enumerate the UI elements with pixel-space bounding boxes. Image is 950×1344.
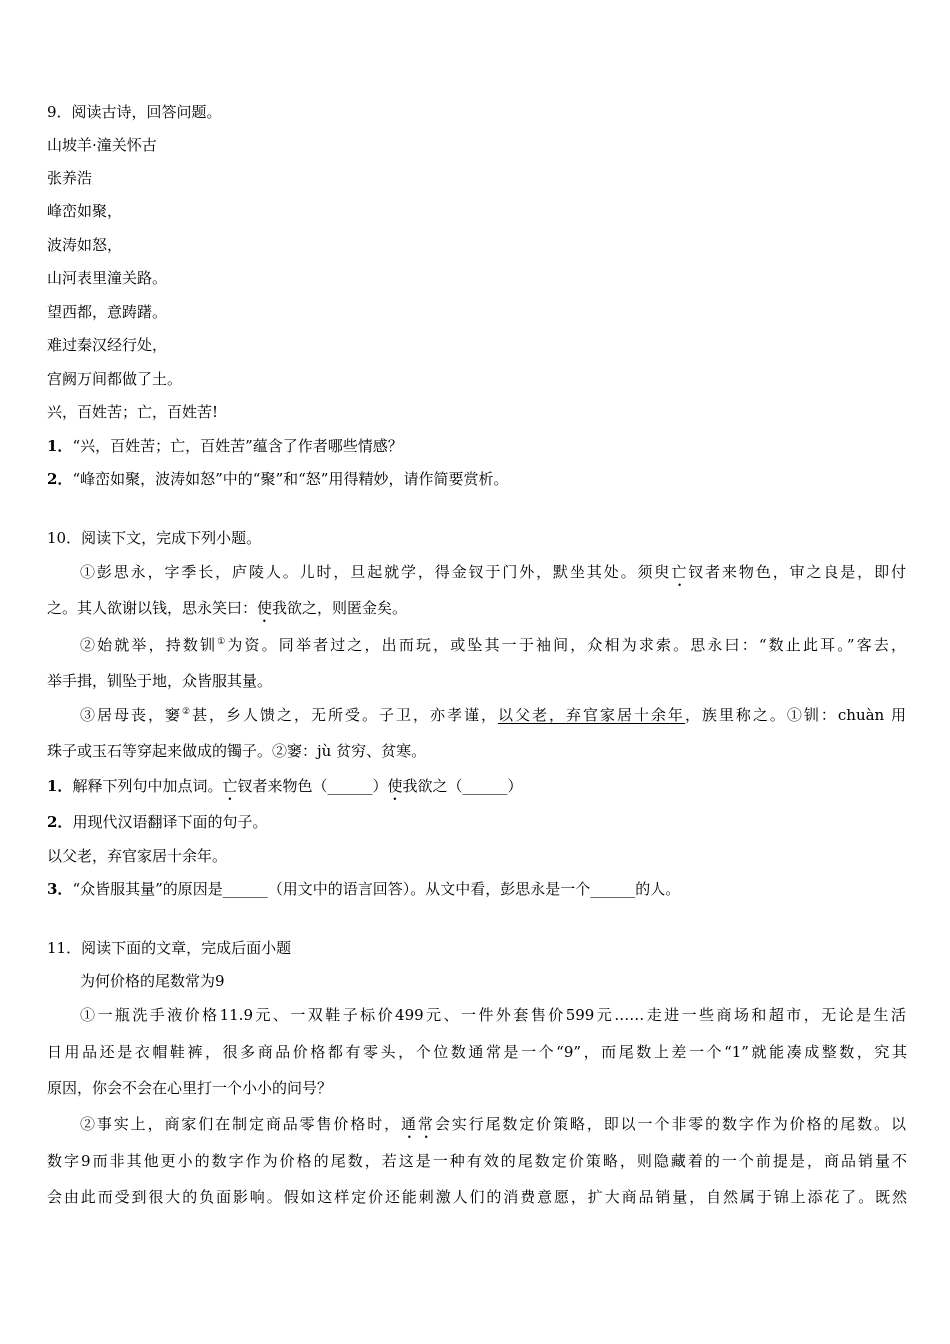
text: 钗者来物色，审之良是，即付 [688, 563, 906, 581]
underlined-sentence: 以父老，弃官家居十余年 [497, 706, 685, 724]
q10-para2 [80, 635, 906, 655]
question-text: “兴，百姓苦；亡，百姓苦”蕴含了作者哪些情感？ [72, 437, 403, 455]
text: ③居母丧，窭 [80, 706, 182, 724]
question-number: 1． [47, 777, 73, 795]
text: ①彭思永，字季长，庐陵人。儿时，旦起就学，得金钗于门外，默坐其处。须臾 [80, 563, 672, 581]
poem-author: 张养浩 [47, 169, 93, 187]
poem-title: 山坡羊·潼关怀古 [47, 136, 157, 154]
q10-footnote: 珠子或玉石等穿起来做成的镯子。②窭：jù 贫穷、贫寒。 [47, 742, 427, 760]
text: ，族里称之。①钏：chuàn 用 [684, 706, 906, 724]
text: 我欲之，则匿金矣。 [272, 599, 408, 617]
question-text: “峰峦如聚，波涛如怒”中的“聚”和“怒”用得精妙，请作简要赏析。 [72, 470, 509, 488]
footnote-mark: ② [181, 707, 193, 717]
q10-para1 [80, 562, 906, 590]
q10-title: 10．阅读下文，完成下列小题。 [47, 529, 262, 547]
text: 之。其人欲谢以钱，思永笑曰： [47, 599, 258, 617]
dotted-word: 使 [257, 599, 273, 617]
q11-para1-line3: 原因，你会不会在心里打一个小小的问号？ [47, 1079, 333, 1097]
q11-para2-line2: 数字9而非其他更小的数字作为价格的尾数，若这是一种有效的尾数定价策略，则隐藏着的一个前提是，商品销量不 [47, 1152, 907, 1170]
poem-line: 望西都，意踌躇。 [47, 303, 168, 321]
q10-question-2 [47, 812, 907, 832]
text: 我欲之（______） [402, 777, 523, 795]
question-text: 用现代汉语翻译下面的句子。 [72, 813, 268, 831]
question-number: 2． [47, 470, 73, 488]
footnote-mark: ① [217, 637, 228, 647]
text: 会实行尾数定价策略，即以一个非零的数字作为价格的尾数。以 [434, 1115, 906, 1133]
q11-title: 11．阅读下面的文章，完成后面小题 [47, 939, 292, 957]
q9-title: 9．阅读古诗，回答问题。 [47, 103, 222, 121]
q10-para3 [80, 705, 906, 725]
q9-question-2 [47, 469, 907, 489]
text: ②始就举，持数钏 [80, 636, 218, 654]
dotted-word: 通常 [401, 1115, 435, 1133]
dotted-word: 使 [387, 777, 403, 795]
text: ②事实上，商家们在制定商品零售价格时， [80, 1115, 402, 1133]
q9-question-1 [47, 436, 907, 456]
q10-question-3 [47, 879, 907, 899]
poem-line: 兴，百姓苦；亡，百姓苦! [47, 403, 219, 421]
q11-para1-line2: 日用品还是衣帽鞋裤，很多商品价格都有零头，个位数通常是一个“9”，而尾数上差一个“1”就能凑成整数，究其 [47, 1043, 907, 1061]
question-text: “众皆服其量”的原因是______（用文中的语言回答）。从文中看，彭思永是一个______的人。 [72, 880, 681, 898]
poem-line: 难过秦汉经行处， [47, 336, 168, 354]
q10-translate-sentence: 以父老，弃官家居十余年。 [47, 847, 228, 865]
dotted-word: 亡 [222, 777, 238, 795]
question-number: 1． [47, 437, 73, 455]
text: 钗者来物色（______） [237, 777, 388, 795]
text: 甚，乡人馈之，无所受。子卫，亦孝谨， [192, 706, 498, 724]
q11-para2-line3: 会由此而受到很大的负面影响。假如这样定价还能刺激人们的消费意愿，扩大商品销量，自然属于锦上添花了。既然 [47, 1188, 907, 1206]
poem-line: 山河表里潼关路。 [47, 269, 168, 287]
text: 解释下列句中加点词。 [72, 777, 223, 795]
text: 为资。同举者过之，出而玩，或坠其一于袖间，众相为求索。思永曰：“数止此耳。”客去， [227, 636, 906, 654]
article-title: 为何价格的尾数常为9 [80, 972, 225, 990]
dotted-word: 亡 [671, 563, 689, 581]
poem-line: 波涛如怒， [47, 236, 123, 254]
q10-para2-cont: 举手揖，钏坠于地，众皆服其量。 [47, 672, 273, 690]
q10-question-1 [47, 776, 907, 804]
poem-line: 峰峦如聚， [47, 202, 123, 220]
q10-para1-cont [47, 598, 907, 626]
poem-line: 宫阙万间都做了土。 [47, 370, 183, 388]
question-number: 2． [47, 813, 73, 831]
question-number: 3． [47, 880, 73, 898]
q11-para2-line1 [80, 1114, 906, 1142]
q11-para1-line1: ①一瓶洗手液价格11.9元、一双鞋子标价499元、一件外套售价599元……走进一些商场和超市，无论是生活 [80, 1006, 906, 1024]
